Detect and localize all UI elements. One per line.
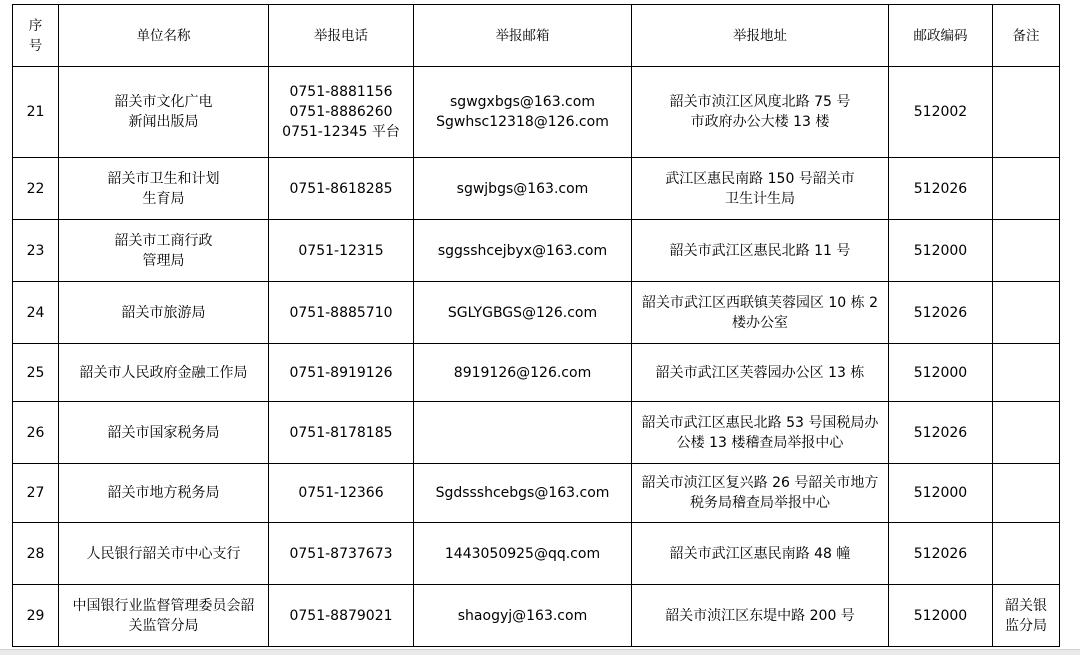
cell-seq: 29 [13, 585, 59, 647]
cell-phone [269, 158, 414, 220]
email-line: Sgdssshcebgs@163.com [435, 485, 610, 501]
phone-line: 0751-12315 [298, 242, 384, 259]
cell-seq: 23 [13, 220, 59, 282]
table-row [13, 220, 1060, 282]
address-line: 韶关市武江区惠民北路 53 号国税局办 [641, 414, 879, 431]
cell-address [632, 282, 889, 344]
email-line: SGLYGBGS@126.com [447, 304, 598, 321]
email-line: sgwgxbgs@163.com [450, 94, 595, 110]
unit-line: 韶关市国家税务局 [107, 424, 220, 441]
cell-unit [59, 158, 269, 220]
cell-unit [59, 67, 269, 158]
header-remark: 备注 [993, 5, 1060, 67]
cell-phone [269, 282, 414, 344]
unit-line: 韶关市地方税务局 [107, 485, 220, 501]
header-email: 举报邮箱 [414, 5, 632, 67]
cell-remark [993, 523, 1060, 585]
address-line: 韶关市浈江区复兴路 26 号韶关市地方 [641, 475, 879, 491]
unit-line: 韶关市文化广电 [114, 94, 213, 110]
cell-seq: 27 [13, 464, 59, 523]
unit-line: 韶关市人民政府金融工作局 [79, 364, 248, 381]
address-line: 税务局稽查局举报中心 [690, 495, 830, 511]
email-line: Sgwhsc12318@126.com [436, 114, 609, 130]
header-phone: 举报电话 [269, 5, 414, 67]
phone-line: 0751-8178185 [289, 424, 393, 441]
phone-line: 0751-8885710 [289, 304, 393, 321]
address-line: 韶关市武江区惠民南路 48 幢 [669, 545, 851, 562]
unit-line: 韶关市旅游局 [121, 304, 206, 321]
email-line: 1443050925@qq.com [444, 545, 601, 562]
phone-line: 0751-12345 平台 [282, 124, 400, 140]
table-row [13, 344, 1060, 402]
header-seq-line: 号 [28, 37, 43, 54]
address-line: 市政府办公大楼 13 楼 [690, 114, 830, 130]
header-unit: 单位名称 [59, 5, 269, 67]
unit-line: 管理局 [142, 252, 185, 269]
cell-address [632, 344, 889, 402]
cell-unit [59, 220, 269, 282]
address-line: 武江区惠民南路 150 号韶关市 [665, 170, 855, 187]
table-row [13, 464, 1060, 523]
phone-line: 0751-8881156 [289, 84, 393, 100]
phone-line: 0751-8737673 [289, 545, 393, 562]
table-row [13, 585, 1060, 647]
address-line: 卫生计生局 [725, 190, 795, 207]
address-line: 韶关市浈江区风度北路 75 号 [669, 94, 851, 110]
table-body [13, 67, 1060, 647]
cell-seq: 25 [13, 344, 59, 402]
address-line: 韶关市武江区西联镇芙蓉园区 10 栋 2 [641, 294, 879, 311]
cell-remark [993, 158, 1060, 220]
table-row [13, 402, 1060, 464]
email-line: 8919126@126.com [453, 364, 592, 381]
cell-seq: 22 [13, 158, 59, 220]
cell-postcode: 512026 [889, 158, 993, 220]
email-line: sggsshcejbyx@163.com [437, 242, 608, 259]
email-line: sgwjbgs@163.com [456, 180, 589, 197]
cell-unit [59, 585, 269, 647]
cell-email [414, 67, 632, 158]
address-line: 楼办公室 [732, 314, 788, 331]
email-line: shaogyj@163.com [457, 607, 588, 624]
cell-phone [269, 67, 414, 158]
remark-line: 韶关银 [1005, 597, 1047, 614]
cell-address [632, 402, 889, 464]
table-row [13, 282, 1060, 344]
address-line: 韶关市浈江区东堤中路 200 号 [665, 607, 855, 624]
cell-postcode: 512000 [889, 220, 993, 282]
cell-seq: 24 [13, 282, 59, 344]
cell-address [632, 220, 889, 282]
cell-unit [59, 402, 269, 464]
header-row [13, 5, 1060, 67]
cell-email [414, 282, 632, 344]
cell-seq: 28 [13, 523, 59, 585]
unit-line: 中国银行业监督管理委员会韶 [72, 597, 255, 614]
cell-seq: 21 [13, 67, 59, 158]
phone-line: 0751-8886260 [289, 104, 393, 120]
cell-email [414, 220, 632, 282]
cell-address [632, 464, 889, 523]
cell-remark [993, 67, 1060, 158]
cell-postcode: 512026 [889, 402, 993, 464]
phone-line: 0751-8919126 [289, 364, 393, 381]
phone-line: 0751-8879021 [289, 607, 393, 624]
cell-email [414, 523, 632, 585]
cell-address [632, 67, 889, 158]
unit-line: 人民银行韶关市中心支行 [86, 545, 241, 562]
phone-line: 0751-12366 [298, 485, 384, 501]
address-line: 公楼 13 楼稽查局举报中心 [676, 434, 844, 451]
cell-remark [993, 464, 1060, 523]
cell-unit [59, 464, 269, 523]
cell-email [414, 402, 632, 464]
unit-line: 生育局 [142, 190, 185, 207]
cell-postcode: 512026 [889, 282, 993, 344]
header-postcode: 邮政编码 [889, 5, 993, 67]
phone-line: 0751-8618285 [289, 180, 393, 197]
header-seq-line: 序 [28, 17, 43, 34]
unit-line: 新闻出版局 [128, 114, 199, 130]
remark-line: 监分局 [1005, 617, 1047, 634]
cell-phone [269, 464, 414, 523]
cell-remark [993, 402, 1060, 464]
cell-unit [59, 282, 269, 344]
table-row [13, 523, 1060, 585]
cell-postcode: 512000 [889, 585, 993, 647]
cell-phone [269, 220, 414, 282]
cell-address [632, 585, 889, 647]
header-seq [13, 5, 59, 67]
cell-phone [269, 523, 414, 585]
cell-email [414, 158, 632, 220]
cell-email [414, 585, 632, 647]
cell-postcode: 512000 [889, 464, 993, 523]
cell-remark [993, 585, 1060, 647]
cell-remark [993, 220, 1060, 282]
cell-email [414, 464, 632, 523]
page-bottom-edge [0, 649, 1080, 655]
cell-remark [993, 282, 1060, 344]
cell-email [414, 344, 632, 402]
unit-line: 韶关市卫生和计划 [107, 170, 220, 187]
cell-address [632, 158, 889, 220]
cell-remark [993, 344, 1060, 402]
cell-unit [59, 523, 269, 585]
unit-line: 韶关市工商行政 [114, 232, 213, 249]
header-address: 举报地址 [632, 5, 889, 67]
table-row [13, 67, 1060, 158]
cell-seq: 26 [13, 402, 59, 464]
address-line: 韶关市武江区芙蓉园办公区 13 栋 [655, 364, 865, 381]
complaint-contact-table [12, 4, 1060, 647]
cell-phone [269, 585, 414, 647]
cell-phone [269, 344, 414, 402]
cell-postcode: 512000 [889, 344, 993, 402]
address-line: 韶关市武江区惠民北路 11 号 [669, 242, 851, 259]
cell-unit [59, 344, 269, 402]
table-row [13, 158, 1060, 220]
cell-postcode: 512026 [889, 523, 993, 585]
cell-postcode: 512002 [889, 67, 993, 158]
cell-address [632, 523, 889, 585]
unit-line: 关监管分局 [128, 617, 199, 634]
cell-phone [269, 402, 414, 464]
